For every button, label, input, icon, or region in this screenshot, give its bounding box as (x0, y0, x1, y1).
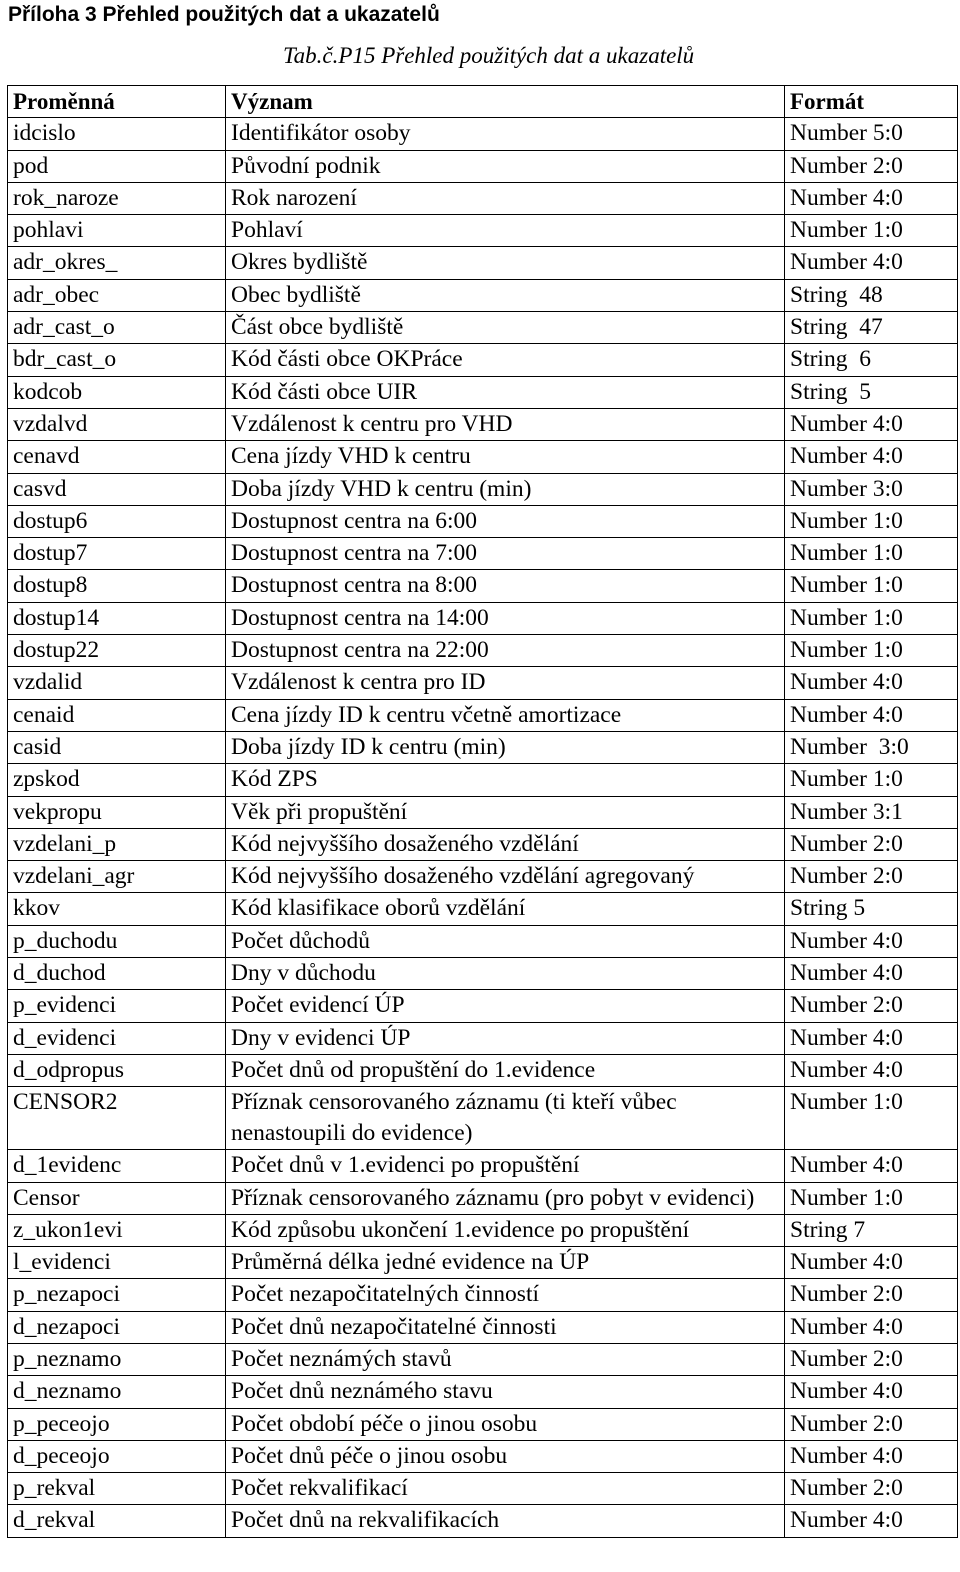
header-variable: Proměnná (8, 86, 226, 118)
table-row (8, 505, 958, 537)
cell-format: Number 4:0 (785, 1247, 958, 1279)
cell-variable: dostup14 (8, 602, 226, 634)
table-row (8, 990, 958, 1022)
cell-format: Number 4:0 (785, 1150, 958, 1182)
cell-meaning: Počet dnů péče o jinou osobu (226, 1440, 785, 1472)
cell-format: String 47 (785, 312, 958, 344)
cell-meaning: Kód způsobu ukončení 1.evidence po propuštění (226, 1214, 785, 1246)
cell-format: Number 1:0 (785, 538, 958, 570)
cell-meaning: Dny v důchodu (226, 958, 785, 990)
cell-format: Number 4:0 (785, 1440, 958, 1472)
table-row (8, 958, 958, 990)
cell-variable: pohlavi (8, 215, 226, 247)
cell-meaning: Kód klasifikace oborů vzdělání (226, 893, 785, 925)
cell-variable: p_nezapoci (8, 1279, 226, 1311)
cell-meaning: Kód části obce OKPráce (226, 344, 785, 376)
cell-meaning: Počet období péče o jinou osobu (226, 1408, 785, 1440)
table-row (8, 796, 958, 828)
cell-format: Number 2:0 (785, 828, 958, 860)
cell-format: Number 4:0 (785, 699, 958, 731)
cell-format: Number 3:0 (785, 473, 958, 505)
table-row (8, 1505, 958, 1537)
table-row (8, 441, 958, 473)
cell-variable: p_evidenci (8, 990, 226, 1022)
cell-meaning: Doba jízdy ID k centru (min) (226, 731, 785, 763)
cell-meaning: Počet nezapočitatelných činností (226, 1279, 785, 1311)
cell-meaning: Cena jízdy ID k centru včetně amortizace (226, 699, 785, 731)
cell-variable: cenavd (8, 441, 226, 473)
table-row (8, 1473, 958, 1505)
table-row (8, 1054, 958, 1086)
cell-meaning: Dostupnost centra na 6:00 (226, 505, 785, 537)
table-row (8, 215, 958, 247)
cell-meaning: Kód ZPS (226, 764, 785, 796)
table-row (8, 1440, 958, 1472)
cell-format: Number 4:0 (785, 667, 958, 699)
table-row (8, 667, 958, 699)
cell-format: Number 1:0 (785, 505, 958, 537)
cell-variable: dostup6 (8, 505, 226, 537)
cell-meaning: Okres bydliště (226, 247, 785, 279)
cell-meaning: Doba jízdy VHD k centru (min) (226, 473, 785, 505)
table-caption: Tab.č.P15 Přehled použitých dat a ukazatelů (283, 43, 695, 68)
cell-variable: vzdelani_p (8, 828, 226, 860)
table-row (8, 1087, 958, 1150)
table-row (8, 828, 958, 860)
cell-format: Number 4:0 (785, 247, 958, 279)
table-row (8, 312, 958, 344)
cell-format: Number 4:0 (785, 1376, 958, 1408)
cell-format: String 6 (785, 344, 958, 376)
table-row (8, 1343, 958, 1375)
table-row (8, 893, 958, 925)
cell-variable: vzdelani_agr (8, 861, 226, 893)
cell-meaning: Vzdálenost k centra pro ID (226, 667, 785, 699)
table-row (8, 1182, 958, 1214)
table-row (8, 861, 958, 893)
cell-meaning: Dostupnost centra na 7:00 (226, 538, 785, 570)
table-row (8, 925, 958, 957)
cell-variable: d_nezapoci (8, 1311, 226, 1343)
cell-format: Number 2:0 (785, 1473, 958, 1505)
cell-format: Number 2:0 (785, 861, 958, 893)
header-meaning: Význam (226, 86, 785, 118)
table-row (8, 182, 958, 214)
cell-format: Number 4:0 (785, 408, 958, 440)
cell-format: Number 2:0 (785, 1279, 958, 1311)
cell-meaning: Počet dnů neznámého stavu (226, 1376, 785, 1408)
table-row (8, 1376, 958, 1408)
cell-variable: adr_okres_ (8, 247, 226, 279)
cell-variable: d_evidenci (8, 1022, 226, 1054)
cell-variable: CENSOR2 (8, 1087, 226, 1150)
table-row (8, 1150, 958, 1182)
cell-meaning: Identifikátor osoby (226, 118, 785, 150)
cell-variable: bdr_cast_o (8, 344, 226, 376)
cell-meaning: Vzdálenost k centru pro VHD (226, 408, 785, 440)
header-format: Formát (785, 86, 958, 118)
cell-format: String 5 (785, 893, 958, 925)
cell-format: Number 4:0 (785, 958, 958, 990)
table-row (8, 1311, 958, 1343)
cell-meaning: Dostupnost centra na 14:00 (226, 602, 785, 634)
cell-format: Number 1:0 (785, 1087, 958, 1150)
table-row (8, 602, 958, 634)
cell-meaning: Obec bydliště (226, 279, 785, 311)
table-row (8, 570, 958, 602)
cell-variable: adr_obec (8, 279, 226, 311)
cell-format: Number 2:0 (785, 150, 958, 182)
cell-variable: vzdalid (8, 667, 226, 699)
cell-variable: cenaid (8, 699, 226, 731)
table-row (8, 279, 958, 311)
cell-meaning: Kód nejvyššího dosaženého vzdělání (226, 828, 785, 860)
cell-variable: kodcob (8, 376, 226, 408)
cell-variable: d_neznamo (8, 1376, 226, 1408)
cell-format: Number 1:0 (785, 764, 958, 796)
cell-format: Number 1:0 (785, 602, 958, 634)
cell-variable: vzdalvd (8, 408, 226, 440)
cell-meaning: Počet evidencí ÚP (226, 990, 785, 1022)
cell-format: Number 4:0 (785, 1054, 958, 1086)
cell-format: Number 4:0 (785, 925, 958, 957)
cell-meaning: Počet dnů nezapočitatelné činnosti (226, 1311, 785, 1343)
cell-format: Number 2:0 (785, 1408, 958, 1440)
cell-variable: kkov (8, 893, 226, 925)
cell-variable: p_neznamo (8, 1343, 226, 1375)
cell-variable: p_rekval (8, 1473, 226, 1505)
table-row (8, 699, 958, 731)
cell-meaning: Počet neznámých stavů (226, 1343, 785, 1375)
cell-meaning: Počet dnů na rekvalifikacích (226, 1505, 785, 1537)
cell-format: String 7 (785, 1214, 958, 1246)
cell-format: Number 2:0 (785, 990, 958, 1022)
cell-format: Number 2:0 (785, 1343, 958, 1375)
cell-meaning: Cena jízdy VHD k centru (226, 441, 785, 473)
cell-variable: d_peceojo (8, 1440, 226, 1472)
cell-format: Number 4:0 (785, 1022, 958, 1054)
variables-table (7, 85, 958, 1538)
cell-format: Number 3:0 (785, 731, 958, 763)
table-row (8, 1279, 958, 1311)
cell-variable: adr_cast_o (8, 312, 226, 344)
table-header-row (8, 86, 958, 118)
cell-meaning: Počet dnů v 1.evidenci po propuštění (226, 1150, 785, 1182)
table-row (8, 731, 958, 763)
cell-meaning: Průměrná délka jedné evidence na ÚP (226, 1247, 785, 1279)
page-heading: Příloha 3 Přehled použitých dat a ukazatelů (8, 3, 440, 26)
cell-meaning: Věk při propuštění (226, 796, 785, 828)
cell-meaning: Kód nejvyššího dosaženého vzdělání agregovaný (226, 861, 785, 893)
table-row (8, 118, 958, 150)
cell-variable: p_peceojo (8, 1408, 226, 1440)
cell-format: Number 4:0 (785, 441, 958, 473)
table-row (8, 408, 958, 440)
table-row (8, 635, 958, 667)
table-body (8, 118, 958, 1537)
table-row (8, 1247, 958, 1279)
cell-variable: idcislo (8, 118, 226, 150)
cell-format: Number 4:0 (785, 182, 958, 214)
cell-format: Number 5:0 (785, 118, 958, 150)
table-row (8, 1022, 958, 1054)
table-row (8, 344, 958, 376)
cell-format: String 48 (785, 279, 958, 311)
cell-format: Number 3:1 (785, 796, 958, 828)
cell-variable: zpskod (8, 764, 226, 796)
cell-meaning: Rok narození (226, 182, 785, 214)
cell-variable: l_evidenci (8, 1247, 226, 1279)
cell-meaning: Původní podnik (226, 150, 785, 182)
cell-variable: dostup22 (8, 635, 226, 667)
cell-format: Number 1:0 (785, 215, 958, 247)
table-row (8, 764, 958, 796)
cell-meaning: Příznak censorovaného záznamu (pro pobyt v evidenci) (226, 1182, 785, 1214)
cell-format: Number 1:0 (785, 1182, 958, 1214)
cell-format: Number 4:0 (785, 1505, 958, 1537)
cell-variable: d_1evidenc (8, 1150, 226, 1182)
cell-meaning: Počet dnů od propuštění do 1.evidence (226, 1054, 785, 1086)
table-row (8, 150, 958, 182)
cell-variable: vekpropu (8, 796, 226, 828)
cell-meaning: Dostupnost centra na 8:00 (226, 570, 785, 602)
cell-meaning: Dny v evidenci ÚP (226, 1022, 785, 1054)
cell-variable: d_odpropus (8, 1054, 226, 1086)
cell-variable: Censor (8, 1182, 226, 1214)
cell-meaning: Část obce bydliště (226, 312, 785, 344)
cell-format: Number 1:0 (785, 570, 958, 602)
cell-variable: casvd (8, 473, 226, 505)
cell-variable: pod (8, 150, 226, 182)
table-row (8, 1408, 958, 1440)
cell-format: Number 1:0 (785, 635, 958, 667)
cell-format: Number 4:0 (785, 1311, 958, 1343)
cell-meaning: Dostupnost centra na 22:00 (226, 635, 785, 667)
cell-meaning: Počet důchodů (226, 925, 785, 957)
cell-meaning: Počet rekvalifikací (226, 1473, 785, 1505)
cell-variable: dostup8 (8, 570, 226, 602)
cell-meaning: Příznak censorovaného záznamu (ti kteří vůbec nenastoupili do evidence) (226, 1087, 785, 1150)
cell-variable: casid (8, 731, 226, 763)
table-row (8, 376, 958, 408)
cell-variable: d_rekval (8, 1505, 226, 1537)
cell-variable: z_ukon1evi (8, 1214, 226, 1246)
table-row (8, 538, 958, 570)
cell-meaning: Kód části obce UIR (226, 376, 785, 408)
cell-meaning: Pohlaví (226, 215, 785, 247)
cell-variable: dostup7 (8, 538, 226, 570)
cell-variable: p_duchodu (8, 925, 226, 957)
cell-format: String 5 (785, 376, 958, 408)
table-row (8, 1214, 958, 1246)
table-row (8, 473, 958, 505)
cell-variable: d_duchod (8, 958, 226, 990)
table-row (8, 247, 958, 279)
cell-variable: rok_naroze (8, 182, 226, 214)
